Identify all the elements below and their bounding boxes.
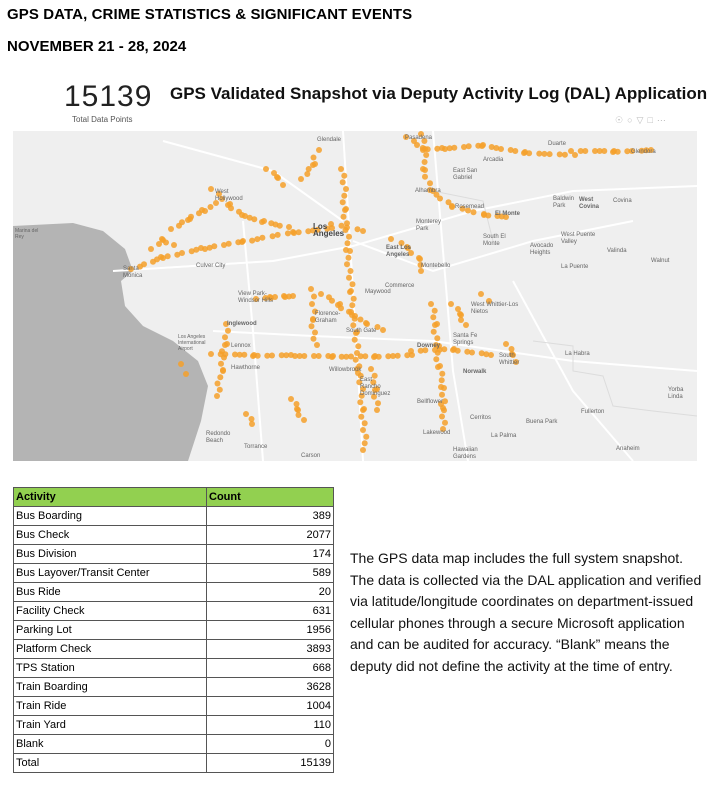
place-lakewood: Lakewood — [423, 430, 451, 436]
gps-point — [222, 342, 228, 348]
place-alhambra: Alhambra — [415, 188, 441, 194]
gps-point — [228, 205, 234, 211]
activity-cell: TPS Station — [14, 659, 207, 678]
place-south-gate: South Gate — [346, 328, 377, 334]
report-title: GPS DATA, CRIME STATISTICS & SIGNIFICANT EVENTS — [7, 6, 413, 23]
gps-point — [439, 377, 445, 383]
place-inglewood: Inglewood — [227, 321, 257, 327]
count-cell: 3893 — [207, 640, 334, 659]
gps-point — [601, 148, 607, 154]
gps-point — [428, 301, 434, 307]
gps-point — [437, 196, 443, 202]
activity-cell: Train Yard — [14, 716, 207, 735]
activity-cell: Total — [14, 754, 207, 773]
gps-point — [280, 182, 286, 188]
gps-point — [458, 317, 464, 323]
activity-cell: Train Boarding — [14, 678, 207, 697]
place-santa-monica: Santa Monica — [123, 266, 143, 279]
place-florence: Florence-Graham — [315, 311, 341, 324]
place-los-angeles: Los Angeles — [313, 222, 345, 238]
gps-point — [275, 232, 281, 238]
gps-point — [357, 399, 363, 405]
gps-point — [296, 412, 302, 418]
gps-point — [344, 261, 350, 267]
gps-point — [311, 336, 317, 342]
gps-point — [441, 407, 447, 413]
map-description: The GPS data map includes the full system snapshot. The data is collected via the DAL application and verified via latitude/longitude coordinates on department-issued cellular phones through a secure Microsoft application and can be audited for accuracy. “Blank” means the deputy did not define the activity at the time of entry. — [350, 550, 702, 674]
gps-point — [430, 314, 436, 320]
gps-point — [329, 298, 335, 304]
gps-point — [364, 321, 370, 327]
gps-point — [188, 214, 194, 220]
gps-point — [316, 353, 322, 359]
gps-point — [388, 236, 394, 242]
gps-point — [208, 186, 214, 192]
gps-point — [341, 173, 347, 179]
gps-point — [202, 208, 208, 214]
place-anaheim: Anaheim — [616, 446, 640, 452]
place-la-palma: La Palma — [491, 433, 517, 439]
gps-point — [498, 146, 504, 152]
place-la-habra: La Habra — [565, 351, 590, 357]
place-west-puente-valley: West Puente Valley — [561, 232, 596, 245]
gps-point — [479, 143, 485, 149]
place-willowbrook: Willowbrook — [329, 367, 362, 373]
table-row — [14, 602, 334, 621]
gps-point — [521, 150, 527, 156]
place-view-park: View Park-Windsor Hills — [238, 291, 274, 304]
gps-point — [239, 239, 245, 245]
gps-point — [285, 230, 291, 236]
place-marina-del-rey: Marina del Rey — [15, 228, 39, 240]
place-south-el-monte: South El Monte — [483, 234, 506, 247]
place-east-los-angeles: East Los Angeles — [386, 245, 412, 258]
gps-point — [217, 387, 223, 393]
gps-point — [526, 150, 532, 156]
gps-point — [423, 152, 429, 158]
gps-point — [249, 238, 255, 244]
total-data-points-label: Total Data Points — [72, 115, 133, 124]
gps-point — [277, 223, 283, 229]
gps-point — [374, 407, 380, 413]
gps-point — [615, 149, 621, 155]
gps-point — [488, 352, 494, 358]
count-cell: 3628 — [207, 678, 334, 697]
gps-point — [368, 366, 374, 372]
place-fullerton: Fullerton — [581, 409, 605, 415]
table-row — [14, 507, 334, 526]
gps-point — [211, 243, 217, 249]
gps-point — [214, 393, 220, 399]
gps-point — [312, 330, 318, 336]
gps-point — [310, 162, 316, 168]
report-date-range: NOVEMBER 21 - 28, 2024 — [7, 38, 187, 55]
gps-point — [318, 291, 324, 297]
gps-point — [568, 148, 574, 154]
gps-point — [308, 286, 314, 292]
gps-point — [219, 348, 225, 354]
gps-point — [360, 407, 366, 413]
gps-point — [375, 400, 381, 406]
gps-point — [469, 350, 475, 356]
gps-point — [249, 421, 255, 427]
total-data-points-value: 15139 — [64, 80, 153, 113]
gps-point — [226, 241, 232, 247]
place-duarte: Duarte — [548, 141, 567, 147]
place-montebello: Montebello — [421, 263, 451, 269]
gps-point — [441, 385, 447, 391]
place-la-puente: La Puente — [561, 264, 589, 270]
place-el-monte: El Monte — [495, 211, 520, 217]
gps-point — [432, 308, 438, 314]
gps-point — [290, 293, 296, 299]
gps-points-map[interactable] — [13, 131, 697, 461]
gps-point — [345, 240, 351, 246]
gps-point — [255, 353, 261, 359]
place-hawaiian-gardens: Hawaiian Gardens — [453, 447, 478, 460]
gps-point — [259, 235, 265, 241]
activity-cell: Bus Ride — [14, 583, 207, 602]
gps-point — [360, 447, 366, 453]
activity-cell: Bus Boarding — [14, 507, 207, 526]
gps-point — [485, 213, 491, 219]
place-torrance: Torrance — [244, 444, 268, 450]
gps-point — [362, 353, 368, 359]
place-hawthorne: Hawthorne — [231, 365, 261, 371]
gps-point — [395, 353, 401, 359]
place-redondo-beach: Redondo Beach — [206, 431, 231, 444]
gps-point — [329, 354, 335, 360]
gps-point — [269, 353, 275, 359]
activity-cell: Bus Division — [14, 545, 207, 564]
gps-point — [463, 322, 469, 328]
table-row — [14, 735, 334, 754]
gps-point — [355, 226, 361, 232]
table-row — [14, 697, 334, 716]
gps-point — [349, 302, 355, 308]
gps-point — [243, 411, 249, 417]
gps-point — [217, 374, 223, 380]
gps-point — [346, 255, 352, 261]
gps-point — [448, 301, 454, 307]
gps-point — [439, 414, 445, 420]
place-norwalk: Norwalk — [463, 369, 487, 375]
gps-point — [360, 427, 366, 433]
column-header-count: Count — [207, 488, 334, 507]
gps-point — [222, 334, 228, 340]
count-cell: 1004 — [207, 697, 334, 716]
expand-icon[interactable]: □ — [647, 115, 657, 125]
gps-point — [442, 420, 448, 426]
gps-point — [309, 301, 315, 307]
count-cell: 110 — [207, 716, 334, 735]
gps-point — [208, 204, 214, 210]
pin-icon[interactable]: ☉ — [615, 115, 628, 125]
map-panel-title: GPS Validated Snapshot via Deputy Activity Log (DAL) Application — [170, 84, 708, 103]
gps-point — [179, 219, 185, 225]
gps-point — [352, 313, 358, 319]
count-cell: 20 — [207, 583, 334, 602]
gps-point — [427, 180, 433, 186]
gps-point — [408, 348, 414, 354]
count-cell: 589 — [207, 564, 334, 583]
place-valinda: Valinda — [607, 248, 627, 254]
place-downey: Downey — [417, 343, 441, 349]
gps-point — [220, 368, 226, 374]
count-cell: 15139 — [207, 754, 334, 773]
place-avocado-heights: Avocado Heights — [530, 243, 554, 256]
gps-point — [183, 371, 189, 377]
gps-point — [270, 233, 276, 239]
table-row — [14, 754, 334, 773]
gps-point — [263, 166, 269, 172]
gps-point — [347, 289, 353, 295]
gps-point — [286, 224, 292, 230]
table-row — [14, 716, 334, 735]
gps-point — [215, 381, 221, 387]
gps-point — [434, 335, 440, 341]
gps-point — [341, 214, 347, 220]
gps-point — [420, 145, 426, 151]
count-cell: 2077 — [207, 526, 334, 545]
place-monterey-park: Monterey Park — [416, 219, 442, 232]
gps-point — [221, 355, 227, 361]
gps-point — [340, 199, 346, 205]
place-baldwin-park: Baldwin Park — [553, 196, 575, 209]
table-row — [14, 564, 334, 583]
count-cell: 389 — [207, 507, 334, 526]
place-arcadia: Arcadia — [483, 157, 504, 163]
place-pasadena: Pasadena — [405, 135, 433, 141]
gps-point — [541, 151, 547, 157]
activity-cell: Train Ride — [14, 697, 207, 716]
gps-point — [165, 253, 171, 259]
gps-point — [301, 417, 307, 423]
place-east-san-gabriel: East San Gabriel — [453, 168, 478, 181]
count-cell: 668 — [207, 659, 334, 678]
gps-point — [311, 294, 317, 300]
gps-point — [316, 147, 322, 153]
column-header-activity: Activity — [14, 488, 207, 507]
activity-cell: Platform Check — [14, 640, 207, 659]
gps-point — [296, 229, 302, 235]
gps-point — [342, 207, 348, 213]
gps-point — [343, 186, 349, 192]
gps-point — [338, 166, 344, 172]
gps-point — [251, 216, 257, 222]
place-south-whittier: South Whittier — [499, 353, 520, 366]
gps-point — [360, 228, 366, 234]
gps-point — [439, 371, 445, 377]
gps-point — [547, 151, 553, 157]
gps-point — [422, 174, 428, 180]
gps-point — [340, 179, 346, 185]
gps-point — [178, 361, 184, 367]
gps-point — [503, 341, 509, 347]
place-maywood: Maywood — [365, 289, 391, 295]
gps-point — [422, 167, 428, 173]
place-west-hollywood: West Hollywood — [215, 189, 243, 202]
table-header-row — [14, 488, 334, 507]
place-buena-park: Buena Park — [526, 419, 558, 425]
gps-point — [376, 354, 382, 360]
gps-point — [275, 175, 281, 181]
gps-point — [352, 337, 358, 343]
activity-cell: Parking Lot — [14, 621, 207, 640]
place-west-covina: West Covina — [579, 197, 600, 210]
gps-point — [298, 176, 304, 182]
gps-point — [171, 242, 177, 248]
gps-point — [358, 414, 364, 420]
gps-point — [254, 236, 260, 242]
gps-point — [433, 356, 439, 362]
gps-point — [380, 327, 386, 333]
gps-point — [422, 159, 428, 165]
table-row — [14, 545, 334, 564]
gps-point — [351, 296, 357, 302]
gps-point — [168, 226, 174, 232]
gps-point — [259, 219, 265, 225]
count-cell: 1956 — [207, 621, 334, 640]
more-icon[interactable]: ⋯ — [656, 115, 670, 125]
gps-point — [435, 350, 441, 356]
gps-point — [241, 352, 247, 358]
gps-point — [348, 268, 354, 274]
gps-point — [362, 440, 368, 446]
place-culver-city: Culver City — [196, 263, 226, 269]
gps-point — [179, 250, 185, 256]
table-row — [14, 640, 334, 659]
gps-point — [355, 343, 361, 349]
gps-point — [451, 145, 457, 151]
count-cell: 174 — [207, 545, 334, 564]
panel-toolbar — [615, 115, 670, 126]
gps-point — [314, 342, 320, 348]
place-lax: Los Angeles International Airport — [178, 334, 206, 352]
gps-point — [311, 155, 317, 161]
gps-point — [358, 317, 364, 323]
gps-point — [536, 151, 542, 157]
table-row — [14, 526, 334, 545]
gps-point — [341, 193, 347, 199]
place-commerce: Commerce — [385, 283, 415, 289]
gps-point — [441, 346, 447, 352]
gps-point — [348, 354, 354, 360]
place-walnut: Walnut — [651, 258, 670, 264]
place-west-whittier: West Whittier-Los Nietos — [471, 302, 519, 315]
place-glendale: Glendale — [317, 137, 342, 143]
count-cell: 0 — [207, 735, 334, 754]
gps-point — [163, 240, 169, 246]
table-row — [14, 678, 334, 697]
gps-point — [363, 434, 369, 440]
comment-icon[interactable]: ○ — [627, 115, 637, 125]
gps-point — [435, 364, 441, 370]
gps-point — [347, 248, 353, 254]
place-glendora: Glendora — [631, 149, 656, 155]
gps-point — [148, 246, 154, 252]
place-bellflower: Bellflower — [417, 399, 444, 405]
gps-point — [582, 148, 588, 154]
place-lennox: Lennox — [231, 343, 251, 349]
place-cerritos: Cerritos — [470, 415, 492, 421]
place-covina: Covina — [613, 198, 632, 204]
activity-cell: Blank — [14, 735, 207, 754]
place-carson: Carson — [301, 453, 321, 459]
gps-point — [439, 392, 445, 398]
gps-point — [557, 151, 563, 157]
activity-cell: Bus Check — [14, 526, 207, 545]
place-rosemead: Rosemead — [455, 204, 485, 210]
gps-point — [309, 323, 315, 329]
place-santa-fe-springs: Santa Fe Springs — [453, 333, 478, 346]
gps-point — [288, 396, 294, 402]
gps-point — [346, 275, 352, 281]
gps-point — [455, 348, 461, 354]
activity-cell: Facility Check — [14, 602, 207, 621]
table-row — [14, 583, 334, 602]
gps-point — [414, 142, 420, 148]
count-cell: 631 — [207, 602, 334, 621]
gps-point — [432, 322, 438, 328]
table-row — [14, 659, 334, 678]
gps-point — [478, 291, 484, 297]
filter-icon[interactable]: ▽ — [636, 115, 648, 125]
place-east-rancho-dominguez: East Rancho Dominguez — [360, 377, 391, 397]
gps-point — [350, 281, 356, 287]
table-row — [14, 621, 334, 640]
gps-point — [362, 420, 368, 426]
gps-point — [512, 148, 518, 154]
gps-point — [301, 353, 307, 359]
gps-point — [431, 329, 437, 335]
place-yorba-linda: Yorba Linda — [668, 387, 684, 400]
activity-count-table — [13, 487, 334, 773]
gps-point — [466, 143, 472, 149]
gps-point — [218, 361, 224, 367]
gps-point — [225, 328, 231, 334]
gps-point — [562, 152, 568, 158]
activity-cell: Bus Layover/Transit Center — [14, 564, 207, 583]
